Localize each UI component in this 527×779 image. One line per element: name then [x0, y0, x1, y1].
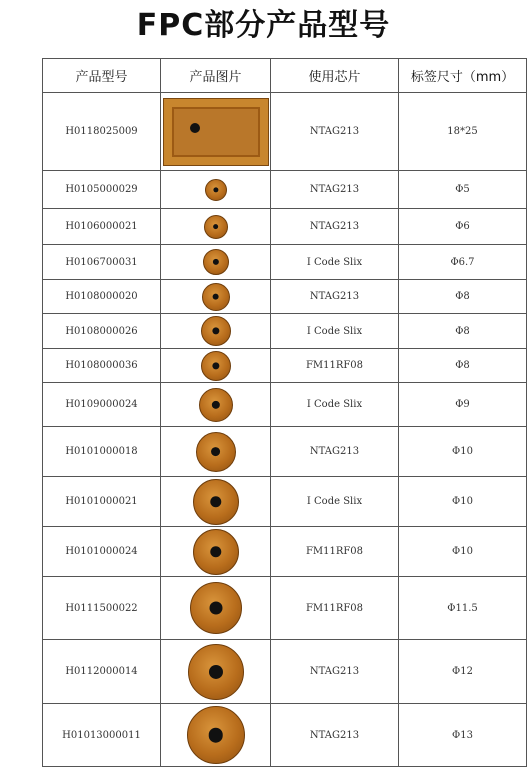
product-model: H0108000020	[43, 280, 161, 314]
product-image-cell	[161, 171, 271, 209]
product-model: H0108000036	[43, 349, 161, 383]
header-image: 产品图片	[161, 59, 271, 93]
table-row	[43, 209, 527, 245]
product-image-cell	[161, 383, 271, 427]
table-row	[43, 477, 527, 527]
rfid-tag-image	[188, 644, 244, 700]
table-row	[43, 245, 527, 280]
table-row	[43, 314, 527, 349]
product-model: H0101000021	[43, 477, 161, 527]
product-model: H0106000021	[43, 209, 161, 245]
chip-type: I Code Slix	[271, 314, 399, 349]
rfid-tag-image	[196, 432, 236, 472]
chip-type: I Code Slix	[271, 383, 399, 427]
chip-type: NTAG213	[271, 93, 399, 171]
tag-size: Φ12	[399, 640, 527, 704]
header-model: 产品型号	[43, 59, 161, 93]
table-row	[43, 280, 527, 314]
table-row	[43, 577, 527, 640]
product-model: H0111500022	[43, 577, 161, 640]
rfid-tag-image	[193, 479, 239, 525]
product-image-cell	[161, 640, 271, 704]
product-image-cell	[161, 209, 271, 245]
product-model: H0101000018	[43, 427, 161, 477]
product-model: H0105000029	[43, 171, 161, 209]
tag-size: Φ13	[399, 704, 527, 767]
table-row	[43, 383, 527, 427]
chip-type: NTAG213	[271, 640, 399, 704]
chip-type: I Code Slix	[271, 245, 399, 280]
rfid-tag-image	[187, 706, 245, 764]
product-image-cell	[161, 477, 271, 527]
rfid-tag-image	[204, 215, 228, 239]
product-model: H0106700031	[43, 245, 161, 280]
product-image-cell	[161, 349, 271, 383]
table-row	[43, 527, 527, 577]
chip-type: FM11RF08	[271, 349, 399, 383]
product-image-cell	[161, 577, 271, 640]
tag-size: 18*25	[399, 93, 527, 171]
header-size: 标签尺寸（mm）	[399, 59, 527, 93]
product-model: H0112000014	[43, 640, 161, 704]
rfid-tag-image	[202, 283, 230, 311]
tag-size: Φ8	[399, 314, 527, 349]
chip-type: NTAG213	[271, 171, 399, 209]
rfid-tag-image	[199, 388, 233, 422]
page-title: FPC部分产品型号	[136, 8, 391, 43]
product-image-cell	[161, 527, 271, 577]
table-row	[43, 427, 527, 477]
tag-size: Φ6	[399, 209, 527, 245]
product-model: H0109000024	[43, 383, 161, 427]
product-table	[42, 58, 527, 767]
chip-type: I Code Slix	[271, 477, 399, 527]
chip-type: NTAG213	[271, 209, 399, 245]
chip-type: NTAG213	[271, 704, 399, 767]
chip-type: NTAG213	[271, 280, 399, 314]
tag-size: Φ8	[399, 349, 527, 383]
product-image-cell	[161, 245, 271, 280]
table-row	[43, 704, 527, 767]
tag-size: Φ8	[399, 280, 527, 314]
table-row	[43, 93, 527, 171]
product-image-cell	[161, 280, 271, 314]
tag-size: Φ10	[399, 477, 527, 527]
product-image-cell	[161, 93, 271, 171]
tag-size: Φ10	[399, 427, 527, 477]
product-image-cell	[161, 704, 271, 767]
rfid-tag-image	[203, 249, 229, 275]
product-model: H0108000026	[43, 314, 161, 349]
rfid-tag-image	[163, 98, 269, 166]
rfid-tag-image	[190, 582, 242, 634]
rfid-tag-image	[193, 529, 239, 575]
tag-size: Φ9	[399, 383, 527, 427]
chip-type: FM11RF08	[271, 577, 399, 640]
rfid-tag-image	[201, 351, 231, 381]
tag-size: Φ10	[399, 527, 527, 577]
product-image-cell	[161, 314, 271, 349]
product-model: H0101000024	[43, 527, 161, 577]
tag-size: Φ6.7	[399, 245, 527, 280]
product-model: H0118025009	[43, 93, 161, 171]
tag-size: Φ11.5	[399, 577, 527, 640]
chip-type: FM11RF08	[271, 527, 399, 577]
table-header-row	[43, 59, 527, 93]
table-row	[43, 171, 527, 209]
header-chip: 使用芯片	[271, 59, 399, 93]
rfid-tag-image	[205, 179, 227, 201]
product-image-cell	[161, 427, 271, 477]
rfid-tag-image	[201, 316, 231, 346]
table-row	[43, 640, 527, 704]
product-model: H01013000011	[43, 704, 161, 767]
chip-type: NTAG213	[271, 427, 399, 477]
tag-size: Φ5	[399, 171, 527, 209]
table-row	[43, 349, 527, 383]
